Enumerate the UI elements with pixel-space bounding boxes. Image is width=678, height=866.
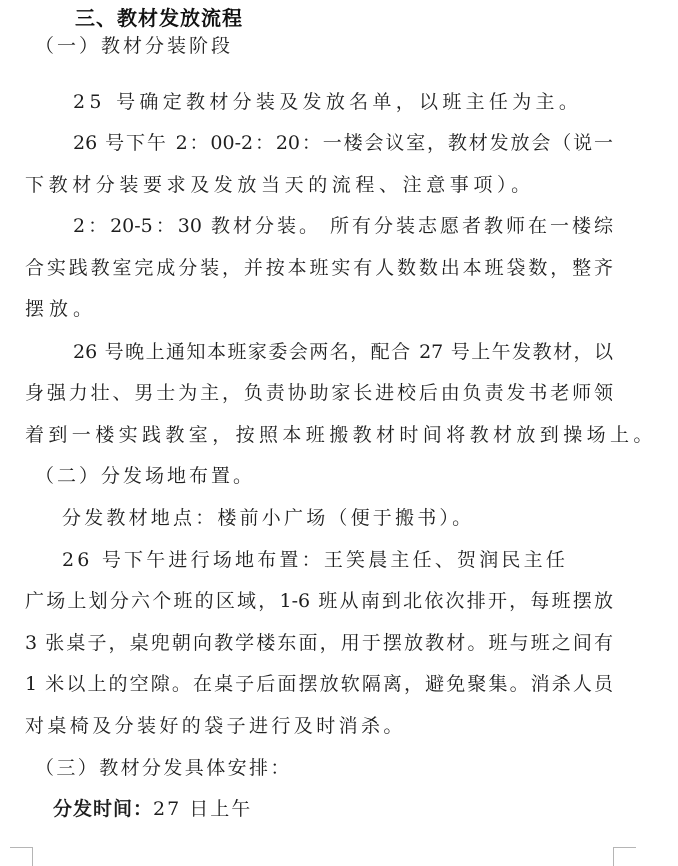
paragraph-line: 26 号下午进行场地布置：王笑晨主任、贺润民主任 [62, 549, 569, 571]
paragraph-line: 2：20-5：30 教材分装。 所有分装志愿者教师在一楼综 [73, 215, 613, 237]
paragraph-line: 1 米以上的空隙。在桌子后面摆放软隔离，避免聚集。消杀人员 [25, 673, 613, 695]
distribution-time-value: 27 日上午 [153, 798, 253, 820]
page-corner-mark-left [10, 847, 33, 866]
page-corner-mark-right [613, 847, 636, 866]
paragraph-line: 身强力壮、男士为主，负责协助家长进校后由负责发书老师领 [25, 382, 613, 404]
section-title: 三、教材发放流程 [75, 6, 243, 30]
part3-heading: （三）教材分发具体安排： [35, 757, 292, 779]
paragraph-line: 25 号确定教材分装及发放名单，以班主任为主。 [73, 91, 583, 113]
distribution-time-label: 分发时间： [53, 798, 154, 820]
paragraph-line: 26 号晚上通知本班家委会两名，配合 27 号上午发教材，以 [73, 341, 613, 363]
paragraph-line: 合实践教室完成分装，并按本班实有人数数出本班袋数，整齐 [25, 257, 613, 279]
paragraph-line: 摆放。 [25, 298, 98, 320]
distribution-time [53, 797, 252, 821]
paragraph-line: 广场上划分六个班的区域，1-6 班从南到北依次排开，每班摆放 [25, 590, 613, 612]
part2-heading: （二）分发场地布置。 [35, 465, 256, 487]
paragraph-line: 对桌椅及分装好的袋子进行及时消杀。 [25, 715, 406, 737]
paragraph-line: 下教材分装要求及发放当天的流程、注意事项）。 [25, 174, 535, 196]
paragraph-line: 3 张桌子，桌兜朝向教学楼东面，用于摆放教材。班与班之间有 [25, 632, 613, 654]
part1-heading: （一）教材分装阶段 [35, 35, 234, 57]
paragraph-line: 着到一楼实践教室，按照本班搬教材时间将教材放到操场上。 [25, 424, 657, 446]
paragraph-line: 分发教材地点：楼前小广场（便于搬书）。 [62, 507, 475, 529]
paragraph-line: 26 号下午 2：00-2：20：一楼会议室，教材发放会（说一 [73, 132, 613, 154]
